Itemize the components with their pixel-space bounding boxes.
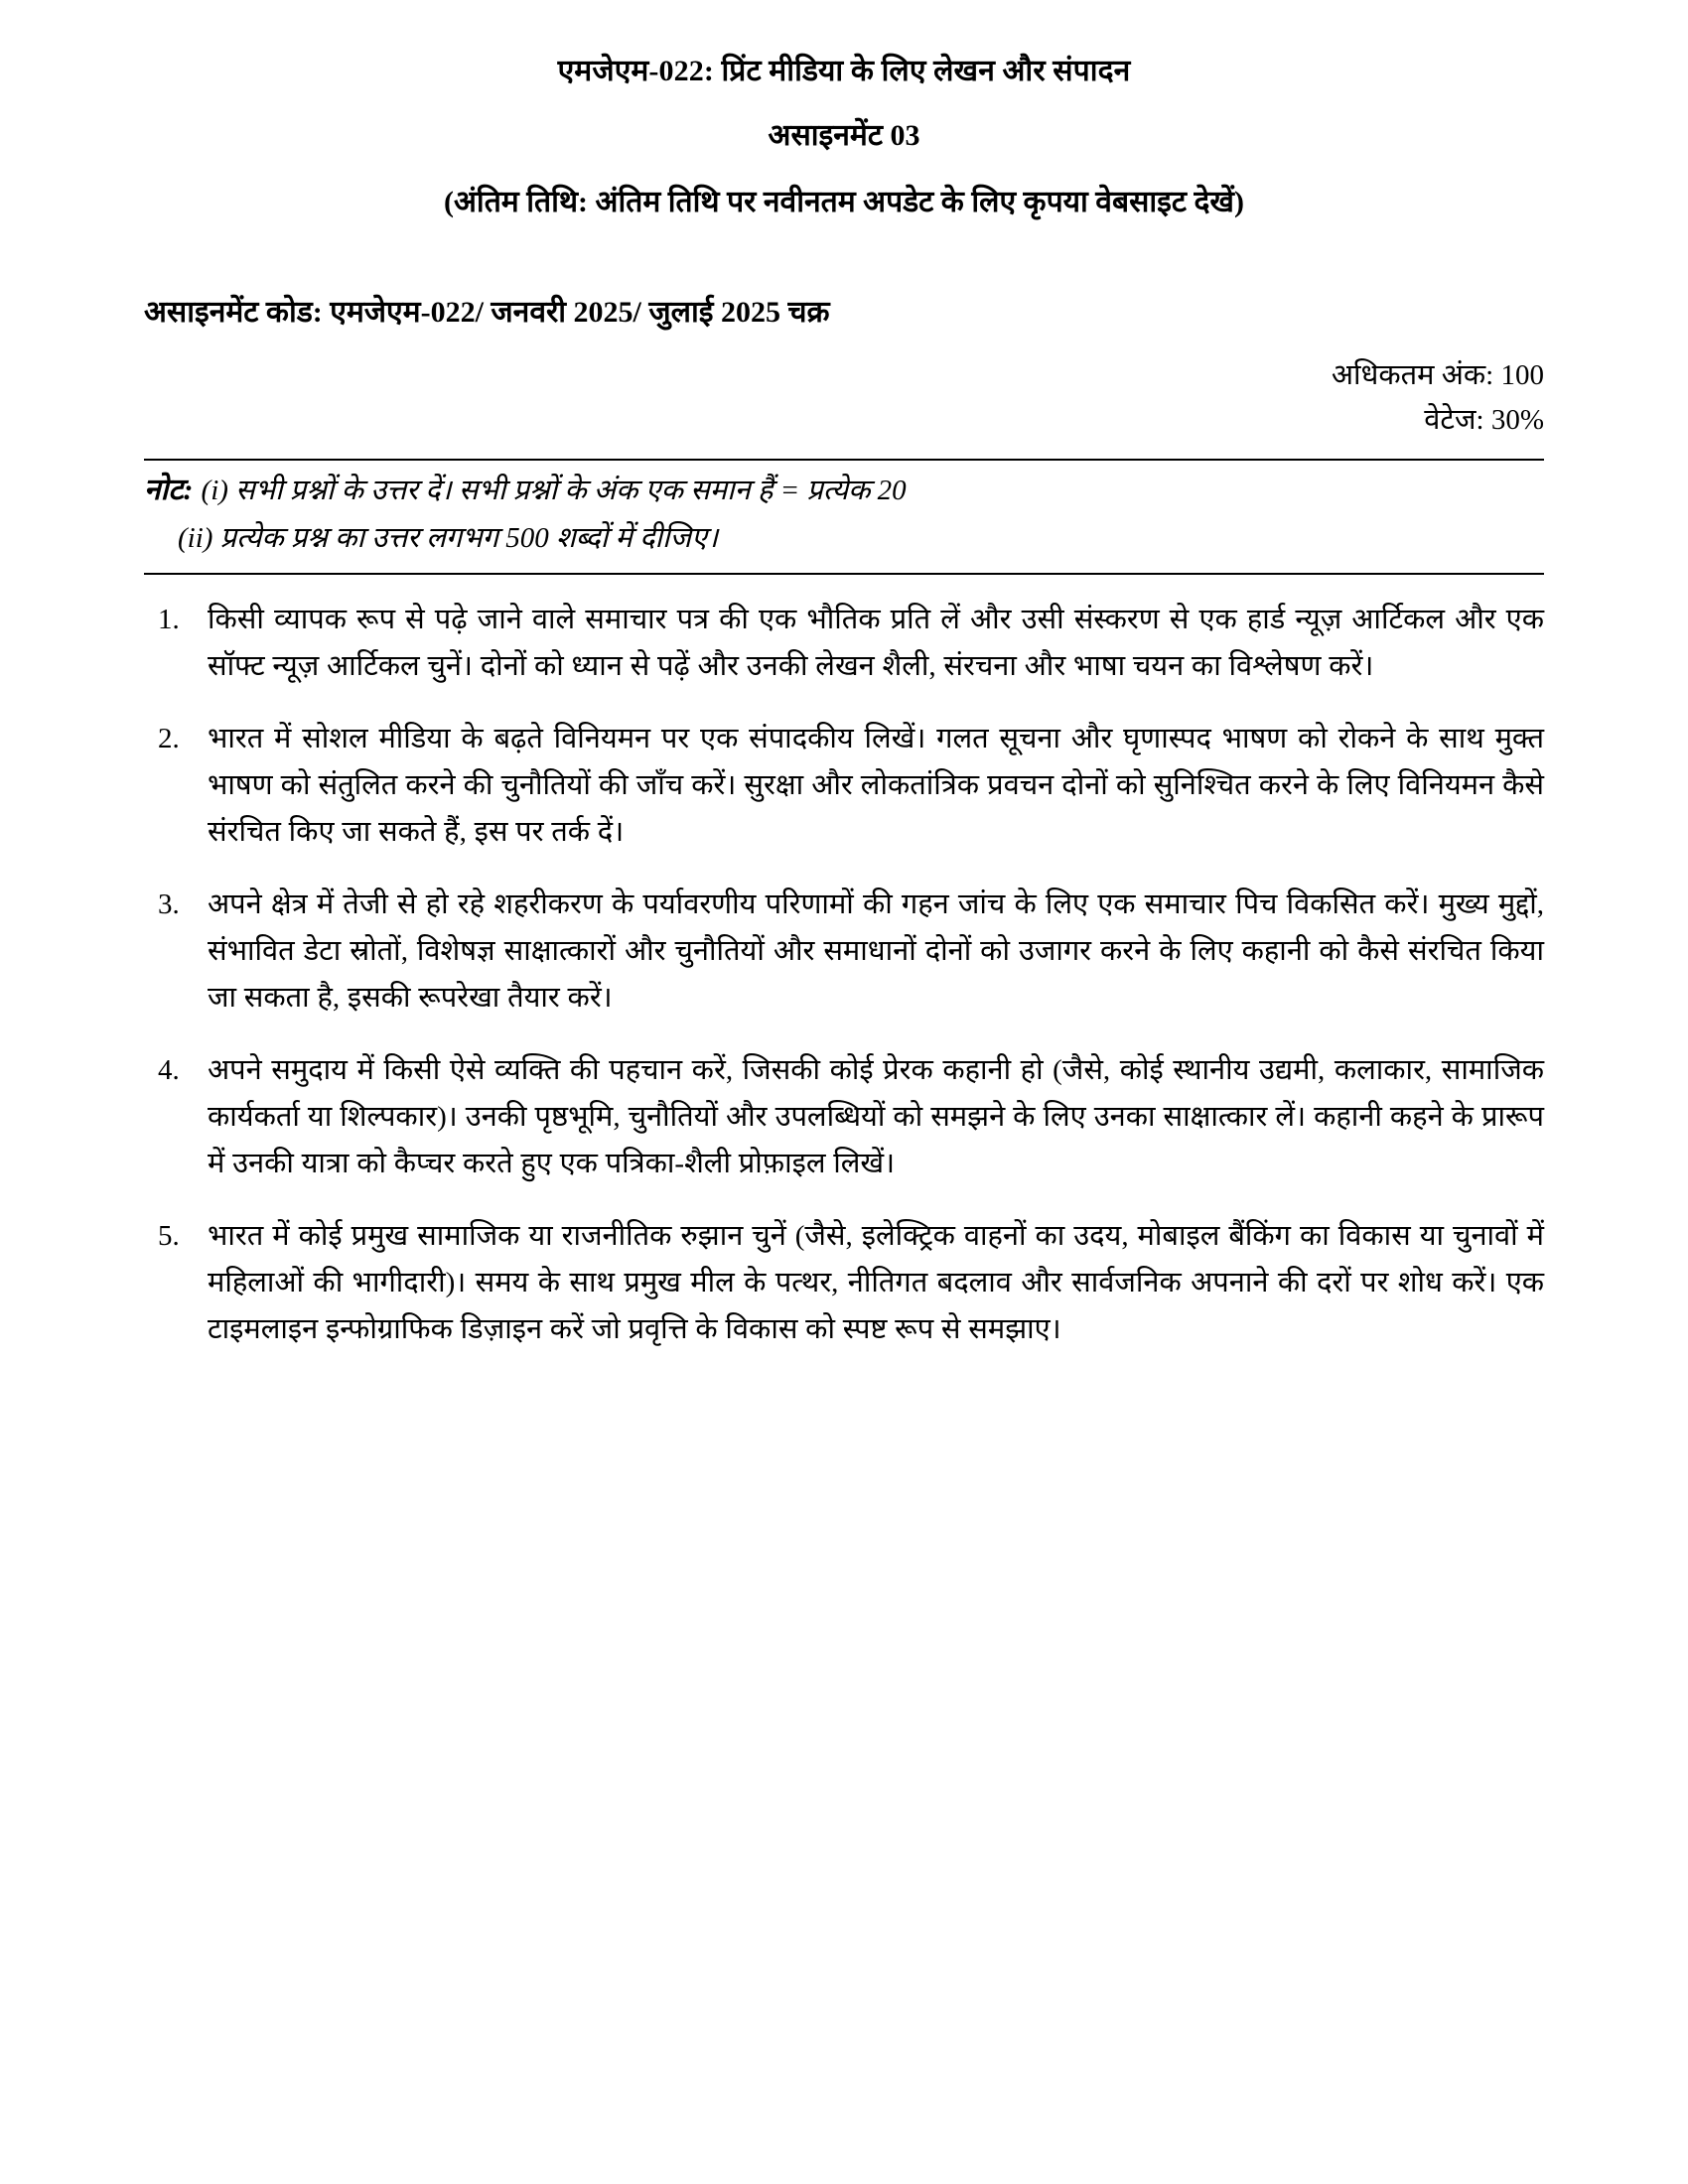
- question-number: 2.: [158, 723, 180, 755]
- question-number: 3.: [158, 888, 180, 921]
- note-section: [144, 469, 1544, 560]
- note-text-ii: (ii) प्रत्येक प्रश्न का उत्तर लगभग 500 शब्दों में दीजिए।: [178, 522, 719, 555]
- question-number: 1.: [158, 604, 180, 636]
- assignment-meta: [144, 293, 1544, 443]
- question-text: भारत में कोई प्रमुख सामाजिक या राजनीतिक रुझान चुनें (जैसे, इलेक्ट्रिक वाहनों का उदय, मोबाइल बैंकिंग का विकास या चुनावों में महिलाओं की भागीदारी)। समय के साथ प्रमुख मील के पत्थर, नीतिगत बदलाव और सार्वजनिक अपनाने की दरों पर शोध करें। एक टाइमलाइन इन्फोग्राफिक डिज़ाइन करें जो प्रवृत्ति के विकास को स्पष्ट रूप से समझाए।: [208, 1220, 1544, 1346]
- maximum-marks: अधिकतम अंक: 100: [1331, 359, 1544, 391]
- question-text: भारत में सोशल मीडिया के बढ़ते विनियमन पर एक संपादकीय लिखें। गलत सूचना और घृणास्पद भाषण को रोकने के साथ मुक्त भाषण को संतुलित करने की चुनौतियों की जाँच करें। सुरक्षा और लोकतांत्रिक प्रवचन दोनों को सुनिश्चित करने के लिए विनियमन कैसे संरचित किए जा सकते हैं, इस पर तर्क दें।: [208, 723, 1544, 849]
- note-line-one: [144, 469, 1544, 512]
- question-item: [144, 1047, 1544, 1187]
- due-date-note: (अंतिम तिथि: अंतिम तिथि पर नवीनतम अपडेट के लिए कृपया वेबसाइट देखें): [444, 186, 1244, 218]
- assignment-code: असाइनमेंट कोड: एमजेएम-022/ जनवरी 2025/ जुलाई 2025 चक्र: [144, 296, 830, 329]
- document-header: [144, 52, 1544, 221]
- question-number: 4.: [158, 1054, 180, 1087]
- weightage: वेटेज: 30%: [1424, 403, 1544, 436]
- questions-list: [144, 597, 1544, 1353]
- question-text: अपने समुदाय में किसी ऐसे व्यक्ति की पहचान करें, जिसकी कोई प्रेरक कहानी हो (जैसे, कोई स्थानीय उद्यमी, कलाकार, सामाजिक कार्यकर्ता या शिल्पकार)। उनकी पृष्ठभूमि, चुनौतियों और उपलब्धियों को समझने के लिए उनका साक्षात्कार लें। कहानी कहने के प्रारूप में उनकी यात्रा को कैप्चर करते हुए एक पत्रिका-शैली प्रोफ़ाइल लिखें।: [208, 1054, 1544, 1180]
- question-number: 5.: [158, 1220, 180, 1253]
- note-label: नोट:: [144, 473, 194, 506]
- question-item: [144, 882, 1544, 1022]
- note-text-i: (i) सभी प्रश्नों के उत्तर दें। सभी प्रश्नों के अंक एक समान हैं = प्रत्येक 20: [201, 474, 907, 506]
- marks-info: [144, 353, 1544, 443]
- divider-above-note: [144, 459, 1544, 461]
- question-item: [144, 1213, 1544, 1353]
- question-item: [144, 597, 1544, 690]
- course-title: एमजेएम-022: प्रिंट मीडिया के लिए लेखन और संपादन: [557, 55, 1131, 87]
- question-item: [144, 716, 1544, 856]
- divider-below-note: [144, 573, 1544, 575]
- question-text: किसी व्यापक रूप से पढ़े जाने वाले समाचार पत्र की एक भौतिक प्रति लें और उसी संस्करण से एक हार्ड न्यूज़ आर्टिकल और एक सॉफ्ट न्यूज़ आर्टिकल चुनें। दोनों को ध्यान से पढ़ें और उनकी लेखन शैली, संरचना और भाषा चयन का विश्लेषण करें।: [208, 604, 1544, 683]
- assignment-number: असाइनमेंट 03: [768, 119, 920, 152]
- question-text: अपने क्षेत्र में तेजी से हो रहे शहरीकरण के पर्यावरणीय परिणामों की गहन जांच के लिए एक समाचार पिच विकसित करें। मुख्य मुद्दों, संभावित डेटा स्रोतों, विशेषज्ञ साक्षात्कारों और चुनौतियों और समाधानों दोनों को उजागर करने के लिए कहानी को कैसे संरचित किया जा सकता है, इसकी रूपरेखा तैयार करें।: [208, 888, 1544, 1015]
